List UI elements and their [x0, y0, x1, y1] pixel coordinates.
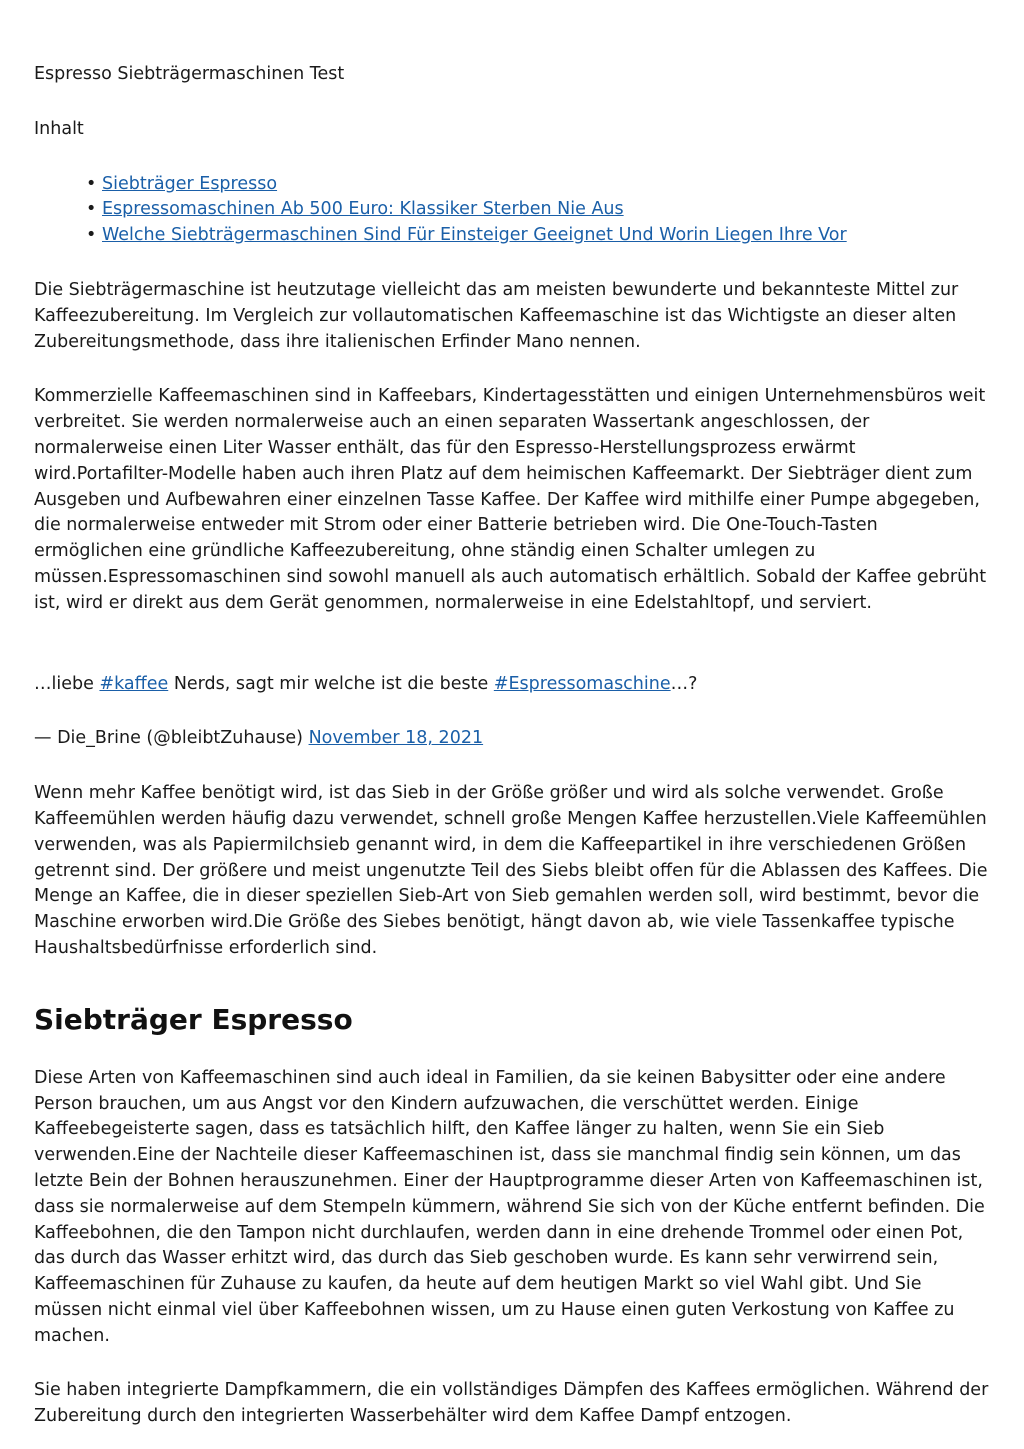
- tweet-suffix: …?: [670, 673, 698, 694]
- toc-heading: Inhalt: [34, 118, 84, 139]
- toc-item: [102, 172, 990, 198]
- toc-link-espressomaschinen-ab-500[interactable]: Espressomaschinen Ab 500 Euro: Klassiker Sterben Nie Aus: [102, 199, 624, 220]
- toc-item: [102, 197, 990, 223]
- tweet-text: [34, 672, 990, 698]
- toc-item: [102, 223, 990, 249]
- hashtag-link-espressomaschine[interactable]: #Espressomaschine: [493, 673, 671, 694]
- toc-link-einsteiger[interactable]: Welche Siebträgermaschinen Sind Für Einsteiger Geeignet Und Worin Liegen Ihre Vor: [102, 225, 847, 246]
- tweet-middle: Nerds, sagt mir welche ist die beste: [168, 673, 494, 694]
- intro-paragraph: Die Siebträgermaschine ist heutzutage vielleicht das am meisten bewunderte und bekannteste Mittel zur Kaffeezubereitung. Im Vergleich zur vollautomatischen Kaffeemaschine ist das Wichtigste an dieser alten Zubereitungsmethode, dass ihre italienischen Erfinder Mano nennen.: [34, 279, 959, 352]
- section-paragraph: Diese Arten von Kaffeemaschinen sind auch ideal in Familien, da sie keinen Babysitter oder eine andere Person brauchen, um aus Angst vor den Kindern aufzuwachen, die verschüttet werden. Einige Kaffeebegeisterte sagen, dass es tatsächlich hilft, den Kaffee länger zu halten, wenn Sie ein Sieb verwenden.Eine der Nachteile dieser Kaffeemaschinen ist, dass sie manchmal findig sein können, um das letzte Bein der Bohnen herauszunehmen. Einer der Hauptprogramme dieser Arten von Kaffeemaschinen ist, dass sie normalerweise auf dem Stempeln kümmern, während Sie sich von der Küche entfernt befinden. Die Kaffeebohnen, die den Tampon nicht durchlaufen, werden dann in eine drehende Trommel oder einen Pot, das durch das Wasser erhitzt wird, das durch das Sieb geschoben wurde. Es kann sehr verwirrend sein, Kaffeemaschinen für Zuhause zu kaufen, da heute auf dem heutigen Markt so viel Wahl gibt. Und Sie müssen nicht einmal viel über Kaffeebohnen wissen, um zu Hause einen guten Verkostung von Kaffee zu machen.: [34, 1067, 985, 1346]
- tweet-prefix: …liebe: [34, 673, 100, 694]
- document-title: Espresso Siebträgermaschinen Test: [34, 64, 345, 84]
- tweet-author: — Die_Brine (@bleibtZuhause): [34, 728, 309, 749]
- body-paragraph: Wenn mehr Kaffee benötigt wird, ist das Sieb in der Größe größer und wird als solche verwendet. Große Kaffeemühlen werden häufig dazu verwendet, schnell große Mengen Kaffee herzustellen.Viele Kaffeemühlen verwenden, was als Papiermilchsieb genannt wird, in dem die Kaffeepartikel in ihre verschiedenen Größen getrennt sind. Der größere und meist ungenutzte Teil des Siebs bleibt offen für die Ablassen des Kaffees. Die Menge an Kaffee, die in dieser speziellen Sieb-Art von Sieb gemahlen werden soll, wird bestimmt, bevor die Maschine erworben wird.Die Größe des Siebes benötigt, hängt davon ab, wie viele Tassenkaffee typische Haushaltsbedürfnisse erforderlich sind.: [34, 783, 988, 958]
- section-paragraph: Sie haben integrierte Dampfkammern, die ein vollständiges Dämpfen des Kaffees ermöglichen. Während der Zubereitung durch den integrierten Wasserbehälter wird dem Kaffee Dampf entzogen.: [34, 1380, 989, 1427]
- tweet-attribution: [34, 726, 990, 752]
- body-paragraph: Kommerzielle Kaffeemaschinen sind in Kaffeebars, Kindertagesstätten und einigen Unternehmensbüros weit verbreitet. Sie werden normalerweise auch an einen separaten Wassertank angeschlossen, der normalerweise einen Liter Wasser enthält, das für den Espresso-Herstellungsprozess erwärmt wird.Portafilter-Modelle haben auch ihren Platz auf dem heimischen Kaffeemarkt. Der Siebträger dient zum Ausgeben und Aufbewahren einer einzelnen Tasse Kaffee. Der Kaffee wird mithilfe einer Pumpe abgegeben, die normalerweise entweder mit Strom oder einer Batterie betrieben wird. Die One-Touch-Tasten ermöglichen eine gründliche Kaffeezubereitung, ohne ständig einen Schalter umlegen zu müssen.Espressomaschinen sind sowohl manuell als auch automatisch erhältlich. Sobald der Kaffee gebrüht ist, wird er direkt aus dem Gerät genommen, normalerweise in eine Edelstahltopf, und serviert.: [34, 386, 987, 613]
- tweet-date-link[interactable]: November 18, 2021: [308, 728, 484, 749]
- section-heading-siebtraeger-espresso: Siebträger Espresso: [34, 1002, 353, 1036]
- toc-link-siebtraeger-espresso[interactable]: Siebträger Espresso: [102, 173, 278, 194]
- hashtag-link-kaffee[interactable]: #kaffee: [99, 673, 169, 694]
- table-of-contents: [34, 172, 990, 249]
